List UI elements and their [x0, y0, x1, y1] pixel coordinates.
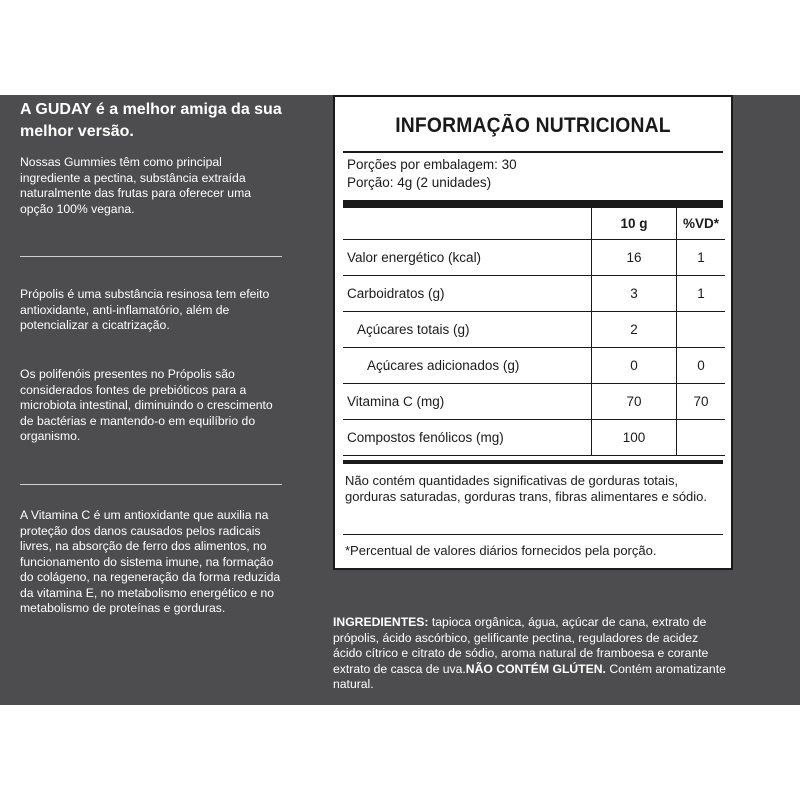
divider — [20, 256, 282, 257]
header-label-cell — [343, 208, 592, 240]
divider — [20, 484, 282, 485]
ingredients-text — [333, 615, 728, 693]
nutrient-vd: 1 — [677, 276, 726, 312]
nutrient-vd — [677, 312, 726, 348]
brand-headline: A GUDAY é a melhor amiga da sua melhor versão. — [20, 101, 282, 140]
thick-rule-bottom — [343, 460, 723, 464]
flavor-note: Contém aromatizante natural. — [333, 661, 726, 691]
table-row — [343, 420, 725, 456]
pectin-paragraph: Nossas Gummies têm como principal ingrediente a pectina, substância extraída naturalmente das frutas para oferecer uma opção 100% vegana. — [20, 155, 252, 216]
ingredients-label: INGREDIENTES: — [333, 615, 429, 629]
nutrient-vd: 1 — [677, 240, 726, 276]
nutrient-label: Açúcares adicionados (g) — [343, 348, 592, 384]
nutrient-vd: 0 — [677, 348, 726, 384]
table-row — [343, 240, 725, 276]
header-vd-cell: %VD* — [677, 208, 726, 240]
nutrient-vd: 70 — [677, 384, 726, 420]
vitamin-c-paragraph: A Vitamina C é um antioxidante que auxilia na proteção dos danos causados pelos radicais livres, na absorção de ferro dos alimentos, no funcionamento do sistema imune, na formação do colágeno, na regeneração da forma reduzida da vitamina E, no metabolismo energético e no metabolismo de proteínas e gorduras. — [20, 508, 281, 615]
polyphenols-paragraph: Os polifenóis presentes no Própolis são considerados fontes de prebióticos para a microbiota intestinal, diminuindo o crescimento de bactérias e mantendo-o em equilíbrio do organismo. — [20, 367, 273, 443]
table-header-row — [343, 208, 725, 240]
nutrition-title: INFORMAÇÃO NUTRICIONAL — [395, 114, 671, 137]
nutrient-qty: 3 — [592, 276, 677, 312]
non-significant-note: Não contém quantidades significativas de gorduras totais, gorduras saturadas, gorduras trans, fibras alimentares e sódio. — [345, 473, 708, 504]
nutrient-qty: 16 — [592, 240, 677, 276]
nutrient-qty: 0 — [592, 348, 677, 384]
vd-footnote: *Percentual de valores diários fornecidos pela porção. — [345, 543, 657, 558]
nutrient-label: Açúcares totais (g) — [343, 312, 592, 348]
title-rule — [343, 151, 723, 153]
header-qty-cell: 10 g — [592, 208, 677, 240]
nutrient-qty: 70 — [592, 384, 677, 420]
servings-per-package: Porções por embalagem: 30 — [347, 157, 517, 172]
table-row — [343, 384, 725, 420]
nutrient-label: Valor energético (kcal) — [343, 240, 592, 276]
nutrient-vd — [677, 420, 726, 456]
nutrition-table — [343, 208, 725, 456]
label-panel — [0, 95, 800, 705]
nutrient-qty: 2 — [592, 312, 677, 348]
thick-rule — [343, 200, 723, 208]
serving-size: Porção: 4g (2 unidades) — [347, 175, 492, 190]
nutrient-label: Vitamina C (mg) — [343, 384, 592, 420]
table-row — [343, 348, 725, 384]
thin-rule — [343, 534, 723, 535]
nutrient-label: Carboidratos (g) — [343, 276, 592, 312]
propolis-paragraph: Própolis é uma substância resinosa tem efeito antioxidante, anti-inflamatório, além de potencializar a cicatrização. — [20, 287, 270, 332]
table-row — [343, 312, 725, 348]
nutrient-qty: 100 — [592, 420, 677, 456]
nutrient-label: Compostos fenólicos (mg) — [343, 420, 592, 456]
gluten-warning: NÃO CONTÉM GLÚTEN. — [465, 661, 606, 676]
nutrition-facts-card — [333, 95, 733, 570]
ingredients-list: tapioca orgânica, água, açúcar de cana, extrato de própolis, ácido ascórbico, gelificante pectina, reguladores de acidez ácido cítrico e citrato de sódio, aroma natural de framboesa e corante extrato de casca de uva. — [333, 615, 709, 676]
table-row — [343, 276, 725, 312]
